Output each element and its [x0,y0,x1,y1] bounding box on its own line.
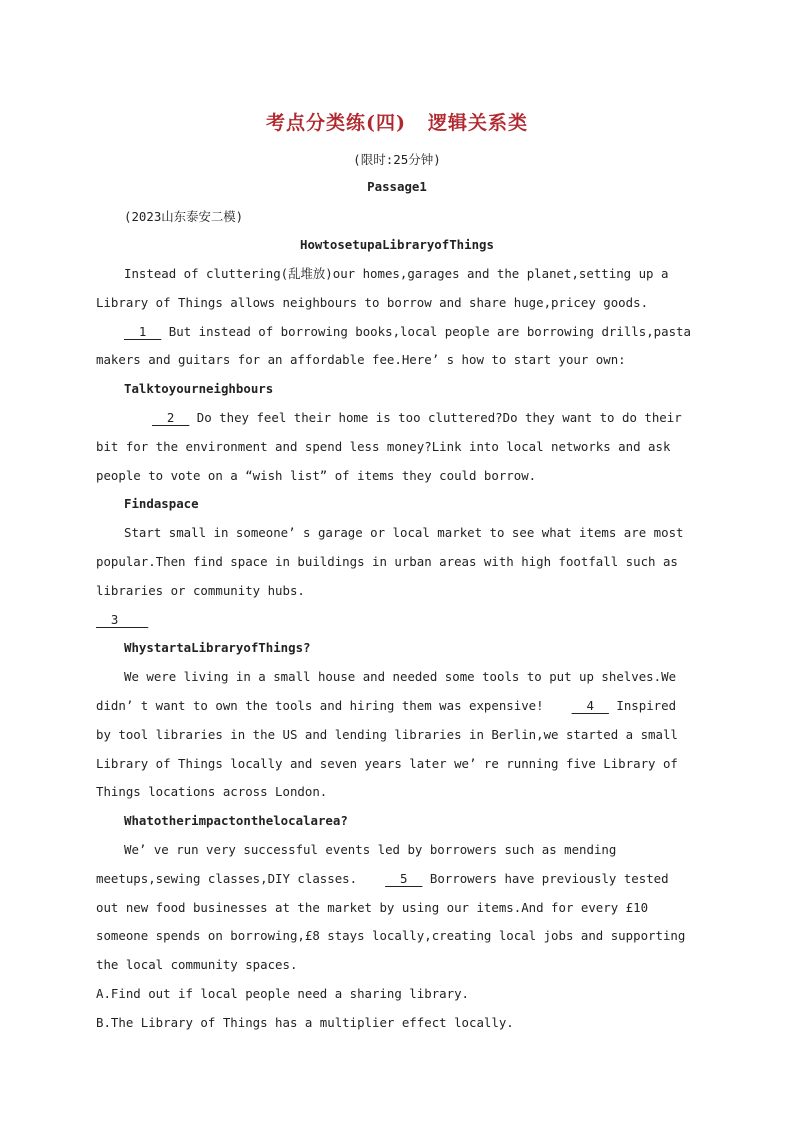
article-body [96,260,696,1038]
source-note: (2023山东泰安二模) [124,209,244,224]
article-title: HowtosetupaLibraryofThings [300,237,494,252]
title-part1: 考点分类练(四) [266,112,406,134]
section-heading-impact: Whatotherimpactonthelocalarea? [124,813,348,829]
passage-label: Passage1 [367,179,427,194]
option-a: A.Find out if local people need a sharing library. [96,985,469,1001]
blank-5: 5 [385,870,423,886]
paragraph-1: Instead of cluttering(乱堆放)our homes,garages and the planet,setting up a Library of Things allows neighbours to borrow and share huge,pricey goods. 1 But instead of borrowing books,local people are borrowing drills,pasta makers and guitars for an affordable fee.Here’ s how to start your own: [96,266,691,368]
paragraph-blank-3 [96,606,696,635]
section-heading-space: Findaspace [124,496,199,512]
title-part2: 逻辑关系类 [427,112,528,134]
blank-4: 4 [571,697,609,713]
paragraph-4: We were living in a small house and needed some tools to put up shelves.We didn’ t want to own the tools and hiring them was expensive! 4 Inspired by tool libraries in the US and lending libraries in Berlin,we started a small Library of Things locally and seven years later we’ re running five Library of Things locations across London. [96,669,678,800]
blank-3: 3 [96,611,149,627]
paragraph-2: 2 Do they feel their home is too cluttered?Do they want to do their bit for the environment and spend less money?Link into local networks and ask people to vote on a “wish list” of items they could borrow. [96,404,696,490]
option-b: B.The Library of Things has a multiplier effect locally. [96,1014,514,1030]
section-heading-why: WhystartaLibraryofThings? [124,640,311,656]
page-title [0,108,794,135]
paragraph-3: Start small in someone’ s garage or local market to see what items are most popular.Then find space in buildings in urban areas with high footfall such as libraries or community hubs. [96,525,684,598]
blank-1: 1 [124,323,162,339]
blank-2: 2 [152,409,190,425]
time-limit: (限时:25分钟) [353,152,441,167]
section-heading-neighbours: Talktoyourneighbours [124,381,274,397]
paragraph-5: We’ ve run very successful events led by borrowers such as mending meetups,sewing classes,DIY classes. 5 Borrowers have previously tested out new food businesses at the market by using our items.And for every £10 someone spends on borrowing,£8 stays locally,creating local jobs and supporting the local community spaces. [96,841,686,973]
